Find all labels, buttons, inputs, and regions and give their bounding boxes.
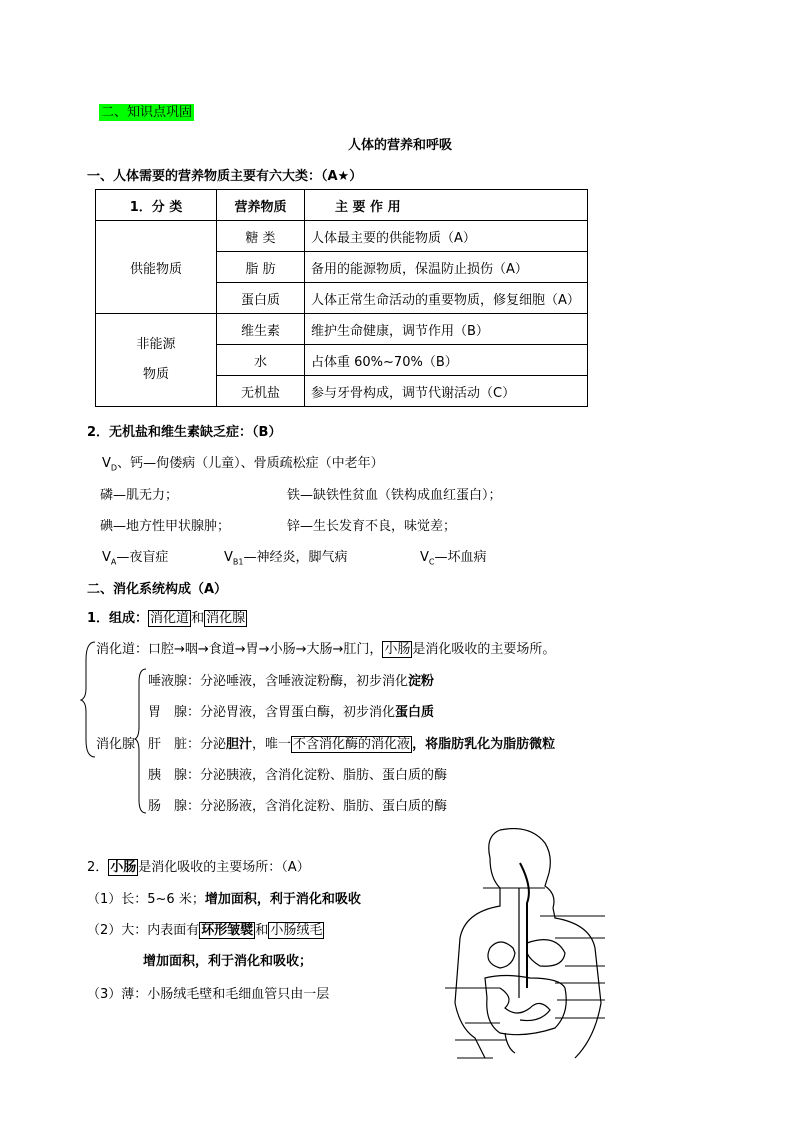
table-header-row (96, 190, 588, 221)
tract-box: 消化道 (150, 611, 190, 626)
header-category: 1．分 类 (96, 190, 217, 221)
header-nutrient: 营养物质 (217, 190, 305, 221)
p-deficiency: 磷—肌无力； (100, 488, 179, 503)
va-deficiency: $V_A—$夜盲症 (102, 550, 169, 567)
nutrient-name: 脂 肪 (217, 252, 305, 283)
si-heading-box: 小肠 (110, 860, 137, 875)
group-non-energy: 非能源 物质 (96, 314, 217, 407)
nutrient-name: 糖 类 (217, 221, 305, 252)
nutrient-role: 占体重 60%~70%（B） (305, 345, 588, 376)
nutrient-name: 维生素 (217, 314, 305, 345)
heading-deficiency: 2．无机盐和维生素缺乏症：（B） (87, 425, 282, 440)
heading-nutrients: 一、人体需要的营养物质主要有六大类：（A★） (87, 169, 363, 184)
nutrient-role: 备用的能源物质，保温防止损伤（A） (305, 252, 588, 283)
group-energy: 供能物质 (96, 221, 217, 314)
composition-line: 1．组成： 消化道 和 消化腺 (87, 611, 246, 626)
gland-saliva: 唾液腺：分泌唾液，含唾液淀粉酶，初步消化淀粉 (148, 674, 435, 689)
gland-intestine: 肠 腺：分泌肠液，含消化淀粉、脂肪、蛋白质的酶 (148, 799, 448, 814)
zn-deficiency: 锌—生长发育不良，味觉差； (287, 519, 457, 534)
nutrient-name: 蛋白质 (217, 283, 305, 314)
nutrient-role: 人体正常生命活动的重要物质，修复细胞（A） (305, 283, 588, 314)
fold-box: 环形皱襞 (201, 923, 254, 938)
si-big: （2）大：内表面有 环形皱襞 和 小肠绒毛 (87, 923, 323, 938)
digestive-system-diagram (445, 828, 605, 1068)
section-label: 二、知识点巩固 (101, 105, 193, 120)
vb1-deficiency: $V_{B1}—$神经炎，脚气病 (224, 550, 348, 567)
i-deficiency: 碘—地方性甲状腺肿； (100, 519, 231, 534)
si-heading: 2． 小肠 是消化吸收的主要场所：（A） (87, 860, 310, 875)
table-row (96, 314, 588, 345)
villi-box: 小肠绒毛 (270, 923, 323, 938)
vc-deficiency: $V_C—$坏血病 (420, 550, 487, 567)
nutrient-name: 无机盐 (217, 376, 305, 407)
si-long: （1）长：5~6 米；增加面积，利于消化和吸收 (87, 892, 361, 907)
tract-line: 消化道：口腔→咽→食道→胃→小肠→大肠→肛门， 小肠 是消化吸收的主要场所。 (96, 642, 556, 657)
si-thin: （3）薄：小肠绒毛壁和毛细血管只由一层 (87, 987, 330, 1002)
gland-box: 消化腺 (206, 611, 246, 626)
heading-digestive: 二、消化系统构成（A） (87, 582, 228, 597)
vd-line: $V_D$、钙—佝偻病（儿童）、骨质疏松症（中老年） (102, 456, 384, 473)
gland-liver: 肝 脏：分泌胆汁，唯一 不含消化酶的消化液 ，将脂肪乳化为脂肪微粒 (148, 737, 556, 752)
nutrient-role: 维护生命健康，调节作用（B） (305, 314, 588, 345)
header-role: 主 要 作 用 (305, 190, 588, 221)
gland-stomach: 胃 腺：分泌胃液，含胃蛋白酶，初步消化蛋白质 (148, 705, 435, 720)
table-row (96, 221, 588, 252)
nutrient-name: 水 (217, 345, 305, 376)
fe-deficiency: 铁—缺铁性贫血（铁构成血红蛋白）； (287, 488, 502, 503)
gland-label: 消化腺 (96, 737, 136, 752)
page-title: 人体的营养和呼吸 (348, 138, 453, 153)
no-enzyme-box: 不含消化酶的消化液 (293, 737, 411, 752)
nutrient-role: 人体最主要的供能物质（A） (305, 221, 588, 252)
si-box: 小肠 (384, 642, 411, 657)
gland-pancreas: 胰 腺：分泌胰液，含消化淀粉、脂肪、蛋白质的酶 (148, 768, 448, 783)
si-big-result: 增加面积，利于消化和吸收； (143, 954, 313, 969)
nutrient-table (95, 189, 588, 407)
nutrient-role: 参与牙骨构成，调节代谢活动（C） (305, 376, 588, 407)
